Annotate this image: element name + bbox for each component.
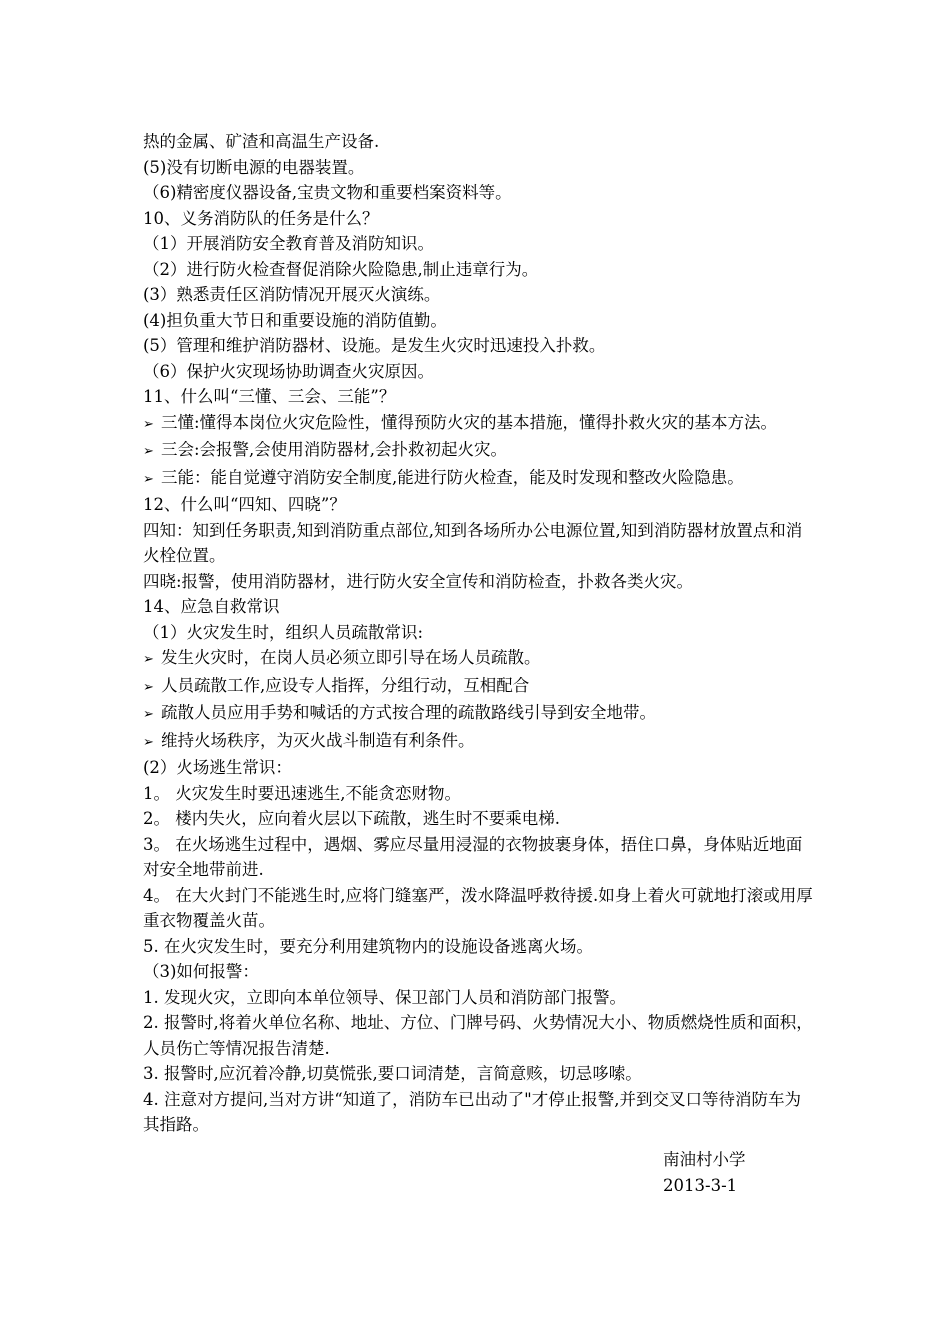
paragraph-text: 维持火场秩序，为灭火战斗制造有利条件。: [161, 730, 475, 750]
paragraph: [143, 155, 815, 181]
paragraph: [143, 359, 815, 385]
paragraph: [143, 806, 815, 832]
bullet-paragraph: [143, 645, 815, 673]
paragraph-text: 人员疏散工作,应设专人指挥，分组行动，互相配合: [161, 675, 530, 695]
paragraph-text: (3）熟悉责任区消防情况开展灭火演练。: [143, 285, 441, 304]
bullet-paragraph: [143, 437, 815, 465]
paragraph-text: 14、应急自救常识: [143, 597, 280, 616]
paragraph-text: （1）开展消防安全教育普及消防知识。: [143, 234, 434, 253]
paragraph: [143, 781, 815, 807]
paragraph-text: 2。 楼内失火，应向着火层以下疏散，逃生时不要乘电梯.: [143, 809, 560, 828]
paragraph-text: 4。 在大火封门不能逃生时,应将门缝塞严，泼水降温呼救待援.如身上着火可就地打滚或用厚重衣物覆盖火苗。: [143, 885, 813, 930]
paragraph: [143, 231, 815, 257]
paragraph-text: （1）火灾发生时，组织人员疏散常识:: [143, 622, 424, 642]
paragraph: [143, 384, 815, 410]
paragraph: [143, 959, 815, 985]
paragraph: [143, 569, 815, 595]
paragraph-text: 热的金属、矿渣和高温生产设备.: [143, 132, 380, 151]
paragraph: [143, 518, 815, 569]
paragraph: [143, 282, 815, 308]
paragraph: [143, 594, 815, 620]
paragraph-text: 发生火灾时，在岗人员必须立即引导在场人员疏散。: [161, 648, 541, 667]
bullet-paragraph: [143, 673, 815, 701]
paragraph: [143, 755, 815, 781]
signature-school: 南油村小学: [663, 1150, 746, 1169]
bullet-paragraph: [143, 700, 815, 728]
paragraph: [143, 934, 815, 960]
signature-block: [663, 1147, 746, 1198]
paragraph: [143, 492, 815, 518]
paragraph-text: 3. 报警时,应沉着冷静,切莫慌张,要口词清楚，言简意赅，切忌哆嗦。: [143, 1064, 642, 1083]
paragraph-text: （6)精密度仪器设备,宝贵文物和重要档案资料等。: [143, 183, 512, 202]
paragraph-text: (5）管理和维护消防器材、设施。是发生火灾时迅速投入扑救。: [143, 336, 606, 355]
paragraph-text: (4)担负重大节日和重要设施的消防值勤。: [143, 310, 447, 330]
paragraph: [143, 985, 815, 1011]
paragraph-text: 3。 在火场逃生过程中，遇烟、雾应尽量用浸湿的衣物披裹身体，捂住口鼻，身体贴近地面对安全地带前进.: [143, 834, 803, 879]
paragraph: [143, 883, 815, 934]
bullet-paragraph: [143, 465, 815, 493]
bullet-arrow-icon: ➢: [143, 707, 154, 722]
bullet-arrow-icon: ➢: [143, 679, 154, 695]
bullet-arrow-icon: ➢: [143, 471, 154, 487]
paragraph-text: （6）保护火灾现场协助调查火灾原因。: [143, 361, 434, 381]
paragraph-text: 5. 在火灾发生时，要充分利用建筑物内的设施设备逃离火场。: [143, 936, 593, 956]
paragraph: [143, 1087, 815, 1138]
paragraph-text: 2. 报警时,将着火单位名称、地址、方位、门牌号码、火势情况大小、物质燃烧性质和面积，人员伤亡等情况报告清楚.: [143, 1013, 813, 1058]
paragraph-text: 四知：知到任务职责,知到消防重点部位,知到各场所办公电源位置,知到消防器材放置点和消火栓位置。: [143, 520, 803, 565]
bullet-paragraph: [143, 728, 815, 756]
paragraph-text: 三懂:懂得本岗位火灾危险性，懂得预防火灾的基本措施，懂得扑救火灾的基本方法。: [161, 412, 778, 432]
paragraph-text: （2）进行防火检查督促消除火险隐患,制止违章行为。: [143, 259, 539, 279]
paragraph: [143, 620, 815, 646]
paragraph: [143, 1061, 815, 1087]
paragraph: [143, 832, 815, 883]
paragraph: [143, 129, 815, 155]
bullet-paragraph: [143, 410, 815, 438]
bullet-arrow-icon: ➢: [143, 416, 154, 432]
document-body: [143, 129, 815, 1138]
paragraph: [143, 1010, 815, 1061]
paragraph-text: 10、义务消防队的任务是什么？: [143, 208, 379, 228]
paragraph-text: 1。 火灾发生时要迅速逃生,不能贪恋财物。: [143, 783, 461, 803]
paragraph-text: 疏散人员应用手势和喊话的方式按合理的疏散路线引导到安全地带。: [161, 703, 656, 722]
paragraph-text: 11、什么叫“三懂、三会、三能”？: [143, 387, 396, 406]
paragraph-text: (5)没有切断电源的电器装置。: [143, 157, 365, 177]
paragraph-text: 12、什么叫“四知、四晓”？: [143, 495, 346, 514]
paragraph-text: 1. 发现火灾，立即向本单位领导、保卫部门人员和消防部门报警。: [143, 987, 626, 1007]
paragraph-text: 四晓:报警，使用消防器材，进行防火安全宣传和消防检查，扑救各类火灾。: [143, 571, 694, 591]
paragraph-text: 三能：能自觉遵守消防安全制度,能进行防火检查，能及时发现和整改火险隐患。: [161, 467, 744, 487]
bullet-arrow-icon: ➢: [143, 652, 154, 667]
paragraph-text: 4. 注意对方提问,当对方讲“知道了，消防车已出动了"才停止报警,并到交叉口等待消防车为其指路。: [143, 1089, 802, 1134]
paragraph-text: 三会:会报警,会使用消防器材,会扑救初起火灾。: [161, 440, 508, 459]
paragraph: [143, 257, 815, 283]
bullet-arrow-icon: ➢: [143, 444, 154, 459]
paragraph-text: (2）火场逃生常识：: [143, 758, 292, 777]
paragraph: [143, 180, 815, 206]
paragraph-text: （3)如何报警：: [143, 962, 259, 981]
signature-date: 2013-3-1: [663, 1175, 738, 1195]
paragraph: [143, 308, 815, 334]
paragraph: [143, 333, 815, 359]
paragraph: [143, 206, 815, 232]
bullet-arrow-icon: ➢: [143, 734, 154, 750]
